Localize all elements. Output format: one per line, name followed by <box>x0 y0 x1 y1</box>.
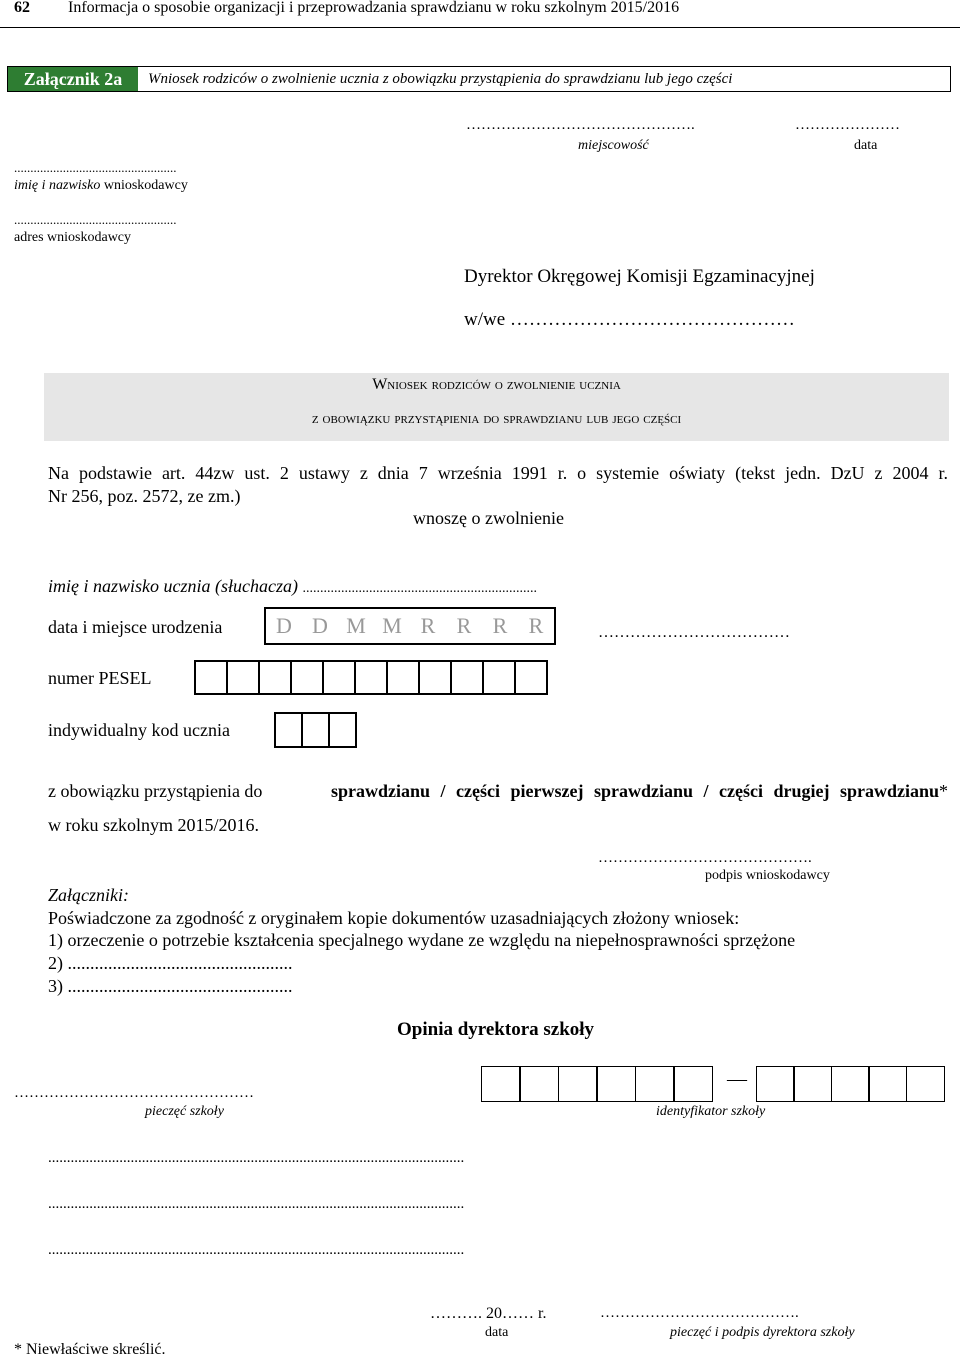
pesel-cell[interactable] <box>386 660 420 695</box>
pesel-cell[interactable] <box>450 660 484 695</box>
running-header-title: Informacja o sposobie organizacji i przeprowadzania sprawdzianu w roku szkolnym 2015/2016 <box>68 0 680 16</box>
obligation-line <box>48 781 948 802</box>
school-id-cell[interactable] <box>793 1066 832 1102</box>
school-stamp-dots: ………………………………………… <box>14 1085 254 1101</box>
applicant-name-label-italic: imię i nazwisko <box>14 178 101 193</box>
form-title-line2: z obowiązku przystąpienia do sprawdzianu lub jego części <box>311 410 682 427</box>
header-rule <box>0 27 960 28</box>
annex-title: Wniosek rodziców o zwolnienie ucznia z obowiązku przystąpienia do sprawdzianu lub jego części <box>148 71 733 87</box>
applicant-name-label <box>14 178 188 194</box>
addressee-dots: ……………………………………… <box>509 309 795 330</box>
school-id-label: identyfikator szkoły <box>656 1104 766 1119</box>
obligation-options-wrap <box>331 781 948 802</box>
school-id-cell[interactable] <box>558 1066 598 1102</box>
student-code-cell[interactable] <box>274 712 303 748</box>
school-id-cell[interactable] <box>673 1066 713 1102</box>
attachment-item-2: 2) .................................................. <box>48 953 293 973</box>
applicant-name-label-rest: wnioskodawcy <box>100 178 188 193</box>
signature-dots[interactable]: ……………………………………. <box>598 850 812 866</box>
director-date-label: data <box>485 1325 509 1340</box>
obligation-star: * <box>939 781 948 801</box>
student-name-label: imię i nazwisko ucznia (słuchacza) <box>48 576 298 596</box>
pesel-cell[interactable] <box>514 660 548 695</box>
applicant-address-label: adres wnioskodawcy <box>14 230 132 245</box>
student-name-dots: ................................................................... <box>302 581 537 596</box>
addressee-line2 <box>464 309 795 331</box>
page-number: 62 <box>14 0 30 16</box>
addressee-wwe: w/we <box>464 309 506 330</box>
annex-banner <box>7 66 951 92</box>
addressee-line1: Dyrektor Okręgowej Komisji Egzaminacyjnej <box>464 266 815 287</box>
birth-label: data i miejsce urodzenia <box>48 617 223 637</box>
obligation-options[interactable]: sprawdzianu / części pierwszej sprawdzianu / części drugiej sprawdzianu <box>331 781 939 801</box>
birth-day-cell-2[interactable]: D <box>312 613 328 638</box>
date-label: data <box>854 138 878 153</box>
legal-basis-line1: Na podstawie art. 44zw ust. 2 ustawy z dnia 7 września 1991 r. o systemie oświaty (tekst jedn. DzU z 2004 r. <box>48 463 948 483</box>
opinion-line-1[interactable]: ............................................................................................................... <box>48 1150 465 1166</box>
pesel-cell[interactable] <box>418 660 452 695</box>
school-id-cell[interactable] <box>481 1066 521 1102</box>
birth-year-cell-1[interactable]: R <box>420 613 436 638</box>
director-sign-dots[interactable]: …………………………………. <box>600 1305 799 1321</box>
pesel-cell[interactable] <box>322 660 356 695</box>
school-id-cell[interactable] <box>635 1066 675 1102</box>
birth-year-cell-3[interactable]: R <box>492 613 508 638</box>
birth-year-cell-4[interactable]: R <box>528 613 544 638</box>
signature-label: podpis wnioskodawcy <box>705 868 830 883</box>
place-dots: ………………………………………. <box>466 117 695 133</box>
attachments-heading: Załączniki: <box>48 885 129 905</box>
student-code-cells[interactable] <box>274 712 357 748</box>
attachment-item-1: 1) orzeczenie o potrzebie kształcenia specjalnego wydane ze względu na niepełnosprawności sprzężone <box>48 930 796 950</box>
form-title-line1: Wniosek rodziców o zwolnienie ucznia <box>372 376 621 393</box>
pesel-label: numer PESEL <box>48 668 152 688</box>
school-id-cell[interactable] <box>906 1066 945 1102</box>
pesel-cell[interactable] <box>354 660 388 695</box>
birth-day-cell-1[interactable]: D <box>276 613 292 638</box>
director-heading: Opinia dyrektora szkoły <box>397 1019 595 1040</box>
school-id-cell[interactable] <box>831 1066 870 1102</box>
pesel-cell[interactable] <box>226 660 260 695</box>
birth-month-cell-1[interactable]: M <box>346 613 366 638</box>
pesel-cells[interactable] <box>194 660 548 695</box>
pesel-cell[interactable] <box>258 660 292 695</box>
legal-basis-line2: Nr 256, poz. 2572, ze zm.) <box>48 486 241 506</box>
school-year: w roku szkolnym 2015/2016. <box>48 815 259 835</box>
birth-place-dots[interactable]: ……………………………… <box>598 624 790 641</box>
birth-date-cells[interactable] <box>264 607 556 645</box>
student-code-label: indywidualny kod ucznia <box>48 720 230 740</box>
opinion-line-3[interactable]: ............................................................................................................... <box>48 1242 465 1258</box>
attachment-item-3: 3) .................................................. <box>48 976 293 996</box>
school-id-cell[interactable] <box>756 1066 795 1102</box>
student-name-row <box>48 576 537 597</box>
applicant-address-dots: .................................................. <box>14 212 177 227</box>
school-id-cell[interactable] <box>868 1066 907 1102</box>
date-dots: ………………… <box>795 117 900 133</box>
school-id-cells-1[interactable] <box>482 1066 713 1102</box>
director-sign-label: pieczęć i podpis dyrektora szkoły <box>670 1325 855 1340</box>
footnote: * Niewłaściwe skreślić. <box>14 1341 166 1358</box>
pesel-cell[interactable] <box>290 660 324 695</box>
attachments-intro: Poświadczone za zgodność z oryginałem kopie dokumentów uzasadniających złożony wniosek: <box>48 908 740 928</box>
birth-year-cell-2[interactable]: R <box>456 613 472 638</box>
director-date-value[interactable]: ………. 20…… r. <box>430 1305 547 1322</box>
school-id-cells-2[interactable] <box>757 1066 945 1102</box>
form-title-box <box>44 373 949 441</box>
student-code-cell[interactable] <box>301 712 330 748</box>
opinion-line-2[interactable]: ............................................................................................................... <box>48 1196 465 1212</box>
applicant-name-dots: .................................................. <box>14 160 177 175</box>
school-id-cell[interactable] <box>519 1066 559 1102</box>
school-id-dash: — <box>727 1068 747 1090</box>
obligation-text: z obowiązku przystąpienia do <box>48 781 263 801</box>
place-label: miejscowość <box>578 138 649 153</box>
pesel-cell[interactable] <box>482 660 516 695</box>
school-stamp-label: pieczęć szkoły <box>145 1104 224 1119</box>
pesel-cell[interactable] <box>194 660 228 695</box>
annex-label: Załącznik 2a <box>8 67 138 91</box>
birth-month-cell-2[interactable]: M <box>382 613 402 638</box>
student-code-cell[interactable] <box>328 712 357 748</box>
request-text: wnoszę o zwolnienie <box>413 508 564 528</box>
school-id-cell[interactable] <box>596 1066 636 1102</box>
